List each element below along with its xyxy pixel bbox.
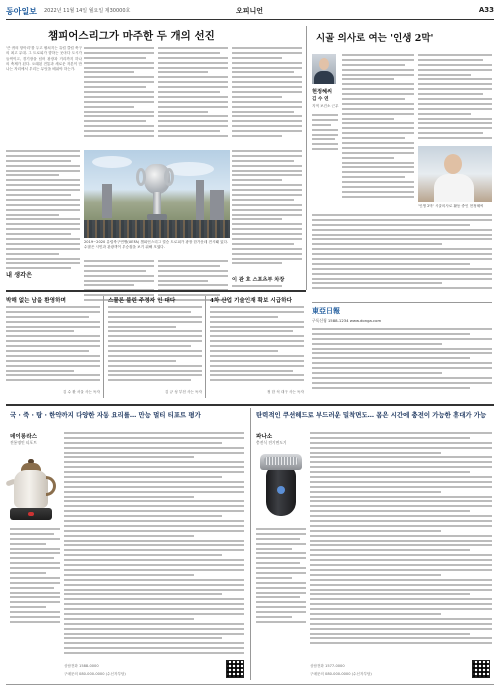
qr-code-icon[interactable] xyxy=(472,660,490,678)
author-role: 지역 보건소 근무 xyxy=(312,104,339,108)
right-ad-price-note: 구매문의 080-000-0000 (수신자부담) xyxy=(310,672,372,676)
opinion-title-1: 박해 없는 남을 환영하며 xyxy=(6,298,66,304)
opinion-divider-v1 xyxy=(103,296,104,398)
opinion-divider xyxy=(6,290,306,292)
left-ad-body xyxy=(64,432,244,657)
article-lead-text: '큰 귀의 항아리'를 두고 펼쳐지는 유럽 클럽 축구의 최고 무대. 그 트로피가 향하는 곳마다 도시가 들썩이고, 경기장을 넘어 광장과 거리까지 하나의 축제가 된다. 오래된 전통과 새로운 자본이 만나는 자리에서 우리는 무엇을 배워야 하는가. xyxy=(6,46,82,72)
right-ad-sub: 충전식 전기면도기 xyxy=(256,440,287,445)
right-ad-body xyxy=(310,432,492,647)
right-ad-side xyxy=(256,528,306,626)
left-ad-side xyxy=(10,528,60,626)
article-headline: 챔피어스리그가 마주한 두 개의 선진 xyxy=(48,30,215,42)
right-ad-headline: 탄력적인 쿠션헤드로 부드러운 밀착면도… 몸은 시간에 충전이 가능한 휴대가 가능 xyxy=(256,411,487,419)
shaver-product-image xyxy=(256,452,306,518)
doctor-photo xyxy=(418,146,492,202)
opinion-body-1 xyxy=(6,306,100,384)
ad-divider xyxy=(250,408,251,680)
article-body-col-3 xyxy=(158,47,228,140)
opinion-section-heading: 내 생각은 xyxy=(6,272,33,279)
right-photo-caption: '인생 2막' 시골의사로 활동 중인 현정혜씨 xyxy=(418,204,484,208)
right-ad-brand: 파나소 xyxy=(256,434,273,440)
opinion-author-2: 김 규 성 부천 사는 독자 xyxy=(165,390,202,394)
newspaper-brand: 동아일보 xyxy=(6,6,37,16)
article-body-col-4 xyxy=(232,47,302,140)
section-title: 오피니언 xyxy=(236,7,264,15)
left-ad-price-note: 구매문의 080-000-0000 (수신자부담) xyxy=(64,672,126,676)
article-body-col-4b xyxy=(232,150,302,267)
author-name: 현정혜씨 xyxy=(312,89,333,95)
writer-name: 이 관 호 스포츠부 차장 xyxy=(232,277,285,283)
opinion-body-2 xyxy=(108,306,202,384)
right-body-col-2 xyxy=(418,54,492,142)
author-subname: 김 수 연 xyxy=(312,97,329,102)
opinion-title-3: 4차 산업 기술인재 확보 시급하다 xyxy=(210,298,292,304)
left-ad-sub: 전통명인 티포트 xyxy=(10,440,37,445)
subscribe-note: 구독신청 1588-1234 www.donga.com xyxy=(312,318,382,323)
left-ad-headline: 국 · 죽 · 탕 · 한약까지 다양한 자동 요리를… 만능 멀티 티포트 평가 xyxy=(10,411,201,419)
opinion-divider-v2 xyxy=(205,296,206,398)
logo-divider xyxy=(312,302,492,303)
article-body-col-1b xyxy=(6,150,80,272)
opinion-author-3: 정 한 석 대구 사는 독자 xyxy=(267,390,304,394)
masthead xyxy=(6,6,494,20)
column-divider xyxy=(306,26,307,290)
ad-section-divider xyxy=(6,404,494,406)
page-number: A33 xyxy=(478,6,494,14)
trophy-photo xyxy=(84,150,230,238)
qr-code-icon[interactable] xyxy=(226,660,244,678)
right-body-col-1 xyxy=(342,54,414,201)
right-body-side xyxy=(312,114,338,153)
page-bottom-rule xyxy=(6,684,494,685)
opinion-body-3 xyxy=(210,306,304,384)
teapot-product-image xyxy=(8,458,58,522)
right-footer-lines xyxy=(312,328,492,392)
donga-logo: 東亞日報 xyxy=(312,306,340,315)
article-body-col-2 xyxy=(84,47,154,140)
author-photo xyxy=(312,54,336,84)
left-ad-brand: 데이롱라스 xyxy=(10,434,38,440)
opinion-title-2: 스물론 불린 주정자 인 대다 xyxy=(108,298,176,304)
left-ad-hotline[interactable]: 상담전화 1588-0000 xyxy=(64,664,99,668)
photo-caption: 2019~2020 유럽축구연맹(UEFA) 챔피언스리그 결승 트로피가 광장 한가운데 전시돼 있다. 수많은 시민과 관광객이 우승컵을 보기 위해 모였다. xyxy=(84,240,229,249)
right-body-lower xyxy=(312,214,492,292)
opinion-author-1: 김 수 환 서울 사는 독자 xyxy=(63,390,100,394)
right-article-headline: 시골 의사로 여는 '인생 2막' xyxy=(316,33,434,44)
dateline: 2022년 11월 14일 월요일 제30000호 xyxy=(44,8,131,14)
right-ad-hotline[interactable]: 상담전화 1577-0000 xyxy=(310,664,345,668)
